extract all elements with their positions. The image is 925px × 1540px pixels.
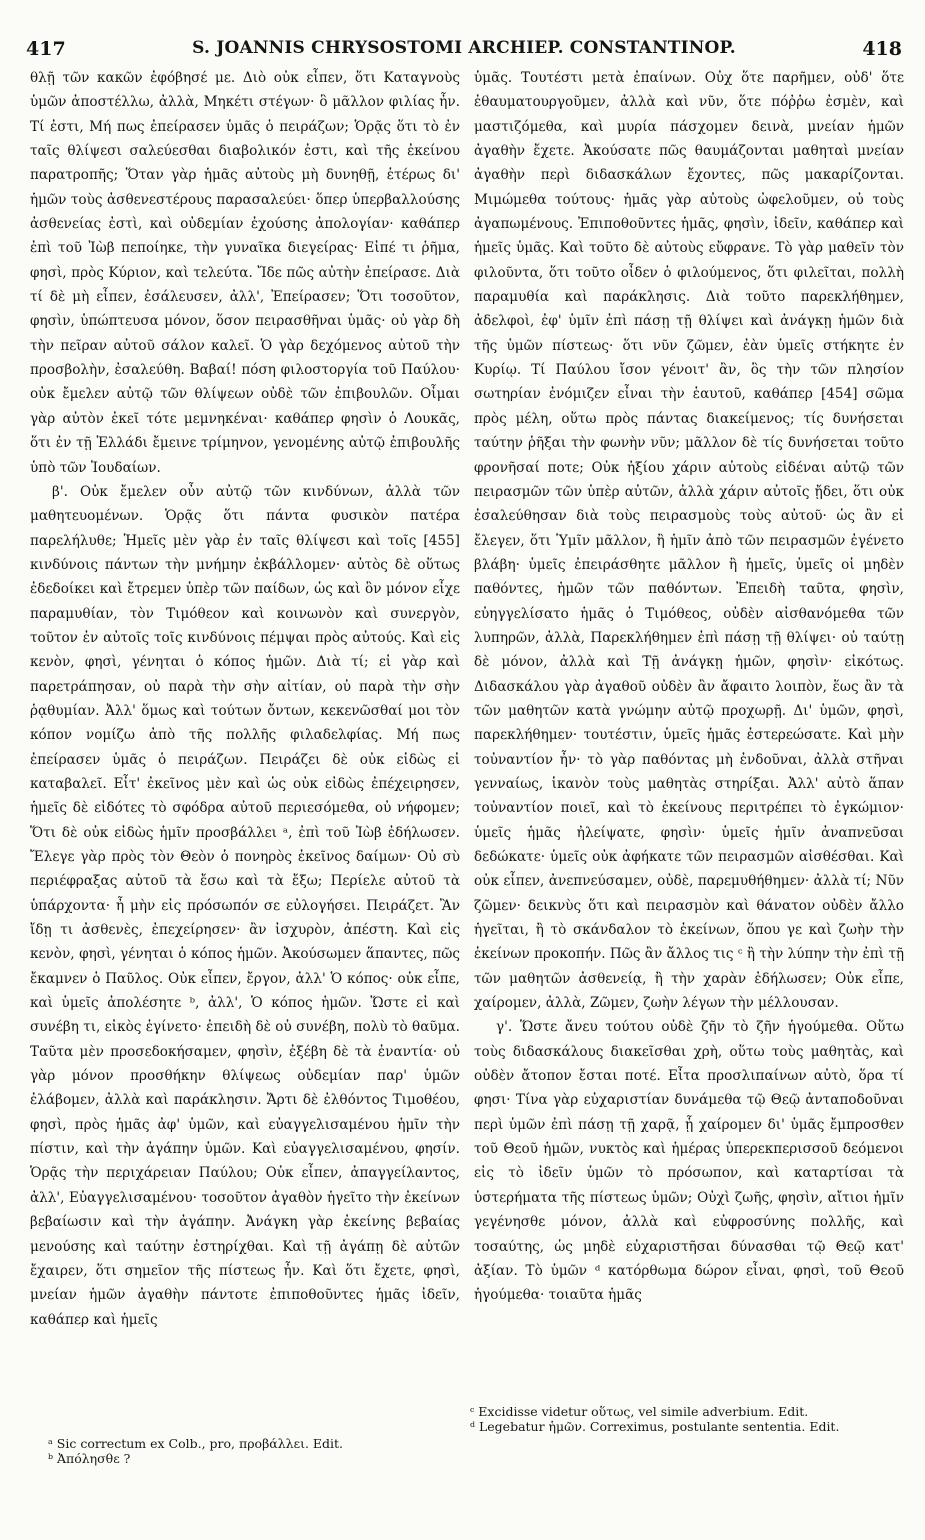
right-paragraph-1: ὑμᾶς. Τουτέστι μετὰ ἐπαίνων. Οὐχ ὅτε παρῆμεν, οὐδ' ὅτε ἐθαυματουργοῦμεν, ἀλλὰ καὶ νῦν, ὅτε πόῤῥω ἐσμὲν, καὶ μαστιζόμεθα, καὶ μυρία πάσχομεν δεινὰ, μνείαν ἡμῶν ἀγαθὴν ἔχετε. Ἀκούσατε πῶς θαυμάζονται μαθηταὶ μνείαν ἀγαθὴν περὶ διδασκάλων ἔχοντες, πῶς μακαρίζονται. Μιμώμεθα τούτους· ἡμᾶς γὰρ αὐτοὺς ὠφελοῦμεν, οὐ τοὺς ἀγαπωμένους. Ἐπιποθοῦντες ἡμᾶς, φησὶν, ἰδεῖν, καθάπερ καὶ ἡμεῖς ὑμᾶς. Καὶ τοῦτο δὲ αὐτοὺς εὔφρανε. Τὸ γὰρ μαθεῖν τὸν φιλοῦντα, ὅτι τοῦτο οἶδεν ὁ φιλούμενος, ὅτι φιλεῖται, πολλὴ παραμυθία καὶ παράκλησις. Διὰ τοῦτο παρεκλήθημεν, ἀδελφοὶ, ἐφ' ὑμῖν ἐπὶ πάσῃ τῇ θλίψει καὶ ἀνάγκῃ ἡμῶν διὰ τῆς ὑμῶν πίστεως· ὅτι νῦν ζῶμεν, ἐὰν ὑμεῖς στήκητε ἐν Κυρίῳ. Τί Παύλου ἴσον γένοιτ' ἂν, ὃς τὴν τῶν πλησίον σωτηρίαν ἐνόμιζεν εἶναι τὴν ἑαυτοῦ, καθάπερ [454] σῶμα πρὸς μέλη, οὕτω πρὸς πάντας διακείμενος; τίς δυνήσεται ταύτην ῥῆξαι τὴν φωνὴν νῦν; μᾶλλον δὲ τίς δυνήσεται τοῦτο φρονῆσαί ποτε; Οὐκ ἠξίου χάριν αὐτοὺς εἰδέναι αὐτῷ τῶν πειρασμῶν τῶν ὑπὲρ αὐτῶν, ἀλλὰ χάριν αὐτοῖς ᾔδει, ὅτι οὐκ ἐσαλεύθησαν διὰ τοὺς πειρασμοὺς τοὺς αὐτοῦ· ὡς ἂν εἰ ἔλεγεν, ὅτι Ὑμῖν μᾶλλον, ἢ ἡμῖν ἀπὸ τῶν πειρασμῶν ἐγένετο βλάβη· ὑμεῖς ἐπειράσθητε μᾶλλον ἢ ἡμεῖς, ὑμεῖς οἱ μηδὲν παθόντες, ἡμῶν τῶν παθόντων. Ἐπειδὴ ταῦτα, φησὶν, εὐηγγελίσατο ἡμᾶς ὁ Τιμόθεος, οὐδὲν αἰσθανόμεθα τῶν λυπηρῶν, ἀλλὰ, Παρεκλήθημεν ἐπὶ πάσῃ τῇ θλίψει· οὐ ταύτῃ δὲ μόνον, ἀλλὰ καὶ Τῇ ἀνάγκῃ ἡμῶν, φησὶν· εἰκότως. Διδασκάλου γὰρ ἀγαθοῦ οὐδὲν ἂν ἄφαιτο λοιπὸν, ἕως ἂν τὰ τῶν μαθητῶν κατὰ γνώμην αὐτῷ προχωρῇ. Δι' ὑμῶν, φησὶ, παρεκλήθημεν· τουτέστιν, ὑμεῖς ἡμᾶς ἐστερεώσατε. Καὶ μὴν τοὐναντίον ἦν· τὸ γὰρ παθόντας μὴ ἐνδοῦναι, ἀλλὰ στῆναι γενναίως, ἱκανὸν τοὺς μαθητὰς στηρίξαι. Ἀλλ' αὐτὸ ἅπαν τοὐναντίον ποιεῖ, καὶ τὸ ἐκείνους περιτρέπει τὸ ἐγκώμιον· ὑμεῖς ἡμᾶς ἠλείψατε, φησὶν· ὑμεῖς ἡμῖν ἀναπνεῦσαι δεδώκατε· ὑμεῖς οὐκ ἀφήκατε τῶν πειρασμῶν αἰσθέσθαι. Καὶ οὐκ εἶπεν, ἀνεπνεύσαμεν, οὐδὲ, παρεμυθήθημεν· ἀλλὰ τί; Νῦν ζῶμεν· δεικνὺς ὅτι καὶ πειρασμὸν καὶ θάνατον οὐδὲν ἄλλο ἡγεῖται, ἢ τὸ σκάνδαλον τὸ ἐκείνων, ὅπου γε καὶ ζωὴν τὴν ἐκείνων προκοπήν. Πῶς ἂν ἄλλος τις ᶜ ἢ τὴν λύπην τὴν ἐπὶ τῇ τῶν μαθητῶν ἀσθενείᾳ, ἢ τὴν χαρὰν ἐδήλωσεν; Οὐκ εἶπε, χαίρομεν, ἀλλὰ, Ζῶμεν, ζωὴν λέγων τὴν μέλλουσαν. [474, 70, 904, 1012]
footnote-a: ᵃ Sic correctum ex Colb., pro, προβάλλει. Edit. [48, 1436, 344, 1451]
left-footnotes [48, 1436, 448, 1466]
right-column [474, 66, 904, 1466]
running-header [26, 38, 902, 64]
left-column [30, 66, 460, 1466]
right-footnotes [470, 1404, 900, 1434]
running-title: S. JOANNIS CHRYSOSTOMI ARCHIEP. CONSTANTINOP. [192, 38, 736, 58]
left-paragraph-1: θλῇ τῶν κακῶν ἐφόβησέ με. Διὸ οὐκ εἶπεν, ὅτι Καταγνοὺς ὑμῶν ἀποστέλλω, ἀλλὰ, Μηκέτι στέγων· ὃ μᾶλλον φιλίας ἦν. Τί ἐστι, Μή πως ἐπείρασεν ὑμᾶς ὁ πειράζων; Ὁρᾷς ὅτι τὸ ἐν ταῖς θλίψεσι σαλεύεσθαι διαβολικόν ἐστι, καὶ τῆς ἐκείνου παρατροπῆς; Ὅταν γὰρ ἡμᾶς αὐτοὺς μὴ δυνηθῇ, ἑτέρως δι' ἡμῶν τοὺς ἀσθενεστέρους παρασαλεύει· ὅπερ ὑπερβαλλούσης ἀσθενείας ἐστὶ, καὶ οὐδεμίαν ἐχούσης ἀπολογίαν· καθάπερ ἐπὶ τοῦ Ἰὼβ πεποίηκε, τὴν γυναῖκα διεγείρας· Εἰπέ τι ῥῆμα, φησὶ, πρὸς Κύριον, καὶ τελεύτα. Ἴδε πῶς αὐτὴν ἐπείρασε. Διὰ τί δὲ μὴ εἶπεν, ἐσάλευσεν, ἀλλ', Ἐπείρασεν; Ὅτι τοσοῦτον, φησὶν, ὑπώπτευσα μόνον, ὅσον πειρασθῆναι ὑμᾶς· οὐ γὰρ δὴ τὴν πεῖραν αὐτοῦ σάλον καλεῖ. Ὁ γὰρ δεχόμενος αὐτοῦ τὴν προσβολὴν, ἐσαλεύθη. Βαβαί! πόση φιλοστοργία τοῦ Παύλου· οὐκ ἔμελεν αὐτῷ τῶν θλίψεων οὐδὲ τῶν ἐπιβουλῶν. Οἶμαι γὰρ αὐτὸν ἐκεῖ τότε μεμνηκέναι· καθάπερ φησὶν ὁ Λουκᾶς, ὅτι ἐν τῇ Ἑλλάδι ἔμεινε τρίμηνον, γενομένης αὐτῷ ἐπιβουλῆς ὑπὸ τῶν Ἰουδαίων. [30, 70, 460, 476]
footnote-d: ᵈ Legebatur ἡμῶν. Correximus, postulante sententia. Edit. [470, 1419, 840, 1434]
left-paragraph-2: β'. Οὐκ ἔμελεν οὖν αὐτῷ τῶν κινδύνων, ἀλλὰ τῶν μαθητευομένων. Ὁρᾷς ὅτι πάντα φυσικὸν πατέρα παρελήλυθε; Ἡμεῖς μὲν γὰρ ἐν ταῖς θλίψεσι καὶ τοῖς [455] κινδύνοις πάντων τὴν μνήμην ἐκβάλλομεν· αὐτὸς δὲ οὕτως ἐδεδοίκει καὶ ἔτρεμεν ὑπὲρ τῶν παίδων, ὡς καὶ ὃν μόνον εἶχε παραμυθίαν, τὸν Τιμόθεον καὶ κοινωνὸν καὶ συνεργὸν, τοῦτον ἐν αὐτοῖς τοῖς κινδύνοις πέμψαι πρὸς αὐτούς. Καὶ εἰς κενὸν, φησὶ, γένηται ὁ κόπος ἡμῶν. Διὰ τί; εἰ γὰρ καὶ παρετράπησαν, οὐ παρὰ τὴν σὴν αἰτίαν, οὐ παρὰ τὴν σὴν ῥᾳθυμίαν. Ἀλλ' ὅμως καὶ τούτων ὄντων, κεκενῶσθαί μοι τὸν κόπον νομίζω ἀπὸ τῆς πολλῆς φιλαδελφίας. Μή πως ἐπείρασεν ὑμᾶς ὁ πειράζων. Πειράζει δὲ οὐκ εἰδὼς εἰ καταβαλεῖ. Εἶτ' ἐκεῖνος μὲν καὶ ὡς οὐκ εἰδὼς ἐπέχειρησεν, ἡμεῖς δὲ εἰδότες τὸ σφόδρα αὐτοῦ περιεσόμεθα, οὐ νήφομεν; Ὅτι δὲ οὐκ εἰδὼς ἡμῖν προσβάλλει ᵃ, ἐπὶ τοῦ Ἰὼβ ἐδήλωσεν. Ἔλεγε γὰρ πρὸς τὸν Θεὸν ὁ πονηρὸς ἐκεῖνος δαίμων· Οὐ σὺ περιέφραξας αὐτοῦ τὰ ἔσω καὶ τὰ ἔξω; Περίελε αὐτοῦ τὰ ὑπάρχοντα· ἦ μὴν εἰς πρόσωπόν σε εὐλογήσει. Πειράζετ. Ἂν ἴδῃ τι ἀσθενὲς, ἐπεχείρησεν· ἂν ἰσχυρὸν, ἀπέστη. Καὶ εἰς κενὸν, φησὶ, γένηται ὁ κόπος ἡμῶν. Ἀκούσωμεν ἅπαντες, πῶς ἔκαμνεν ὁ Παῦλος. Οὐκ εἶπεν, ἔργον, ἀλλ' Ὁ κόπος· οὐκ εἶπε, καὶ ὑμεῖς ἀπολέσητε ᵇ, ἀλλ', Ὁ κόπος ἡμῶν. Ὥστε εἰ καὶ συνέβη τι, εἰκὸς ἐγίνετο· ἐπειδὴ δὲ οὐ συνέβη, πολὺ τὸ θαῦμα. Ταῦτα μὲν προσεδοκήσαμεν, φησὶν, ἐξέβη δὲ τὰ ἐναντία· οὐ γὰρ μόνον προσθήκην θλίψεως οὐδεμίαν παρ' ὑμῶν ἐλάβομεν, ἀλλὰ καὶ παράκλησιν. Ἄρτι δὲ ἐλθόντος Τιμοθέου, φησὶ, πρὸς ἡμᾶς ἀφ' ὑμῶν, καὶ εὐαγγελισαμένου ἡμῖν τὴν πίστιν, καὶ τὴν ἀγάπην ὑμῶν. Καὶ εὐαγγελισαμένου, φησίν. Ὁρᾷς τὴν περιχάρειαν Παύλου; Οὐκ εἶπεν, ἀπαγγείλαντος, ἀλλ', Εὐαγγελισαμένου· τοσοῦτον ἀγαθὸν ἡγεῖτο τὴν ἐκείνων βεβαίωσιν καὶ τὴν ἀγάπην. Ἀνάγκη γὰρ ἐκείνης βεβαίας μενούσης καὶ ταύτην ἐστηρίχθαι. Καὶ τῇ ἀγάπῃ δὲ αὐτῶν ἔχαιρεν, ὅτι σημεῖον τῆς πίστεως ἦν. Καὶ ὅτι ἔχετε, φησὶ, μνείαν ἡμῶν ἀγαθὴν πάντοτε ἐπιποθοῦντες ἡμᾶς ἰδεῖν, καθάπερ καὶ ἡμεῖς [30, 483, 460, 1328]
footnote-c: ᶜ Excidisse videtur οὕτως, vel simile adverbium. Edit. [470, 1404, 809, 1419]
footnote-b: ᵇ Ἀπόλησθε ? [48, 1451, 131, 1466]
page-number-right: 418 [862, 38, 902, 60]
right-paragraph-2: γ'. Ὥστε ἄνευ τούτου οὐδὲ ζῆν τὸ ζῆν ἡγούμεθα. Οὕτω τοὺς διδασκάλους διακεῖσθαι χρὴ, οὕτω τοὺς μαθητὰς, καὶ οὐδὲν ἄτοπον ἔσται ποτέ. Εἶτα προσλιπαίνων αὐτὸ, ὅρα τί φησι· Τίνα γὰρ εὐχαριστίαν δυνάμεθα τῷ Θεῷ ἀνταποδοῦναι περὶ ὑμῶν ἐπὶ πάσῃ τῇ χαρᾷ, ᾗ χαίρομεν δι' ὑμᾶς ἔμπροσθεν τοῦ Θεοῦ ἡμῶν, νυκτὸς καὶ ἡμέρας ὑπερεκπερισσοῦ δεόμενοι εἰς τὸ ἰδεῖν ὑμῶν τὸ πρόσωπον, καὶ καταρτίσαι τὰ ὑστερήματα τῆς πίστεως ὑμῶν; Οὐχὶ ζωῆς, φησὶν, αἴτιοι ἡμῖν γεγένησθε μόνον, ἀλλὰ καὶ εὐφροσύνης πολλῆς, καὶ τοσαύτης, ὡς μηδὲ εὐχαριστῆσαι δύνασθαι τῷ Θεῷ κατ' ἀξίαν. Τὸ ὑμῶν ᵈ κατόρθωμα δώρον εἶναι, φησὶ, τοῦ Θεοῦ ἡγούμεθα· τοιαῦτα ἡμᾶς [474, 1019, 904, 1304]
page-number-left: 417 [26, 38, 66, 60]
